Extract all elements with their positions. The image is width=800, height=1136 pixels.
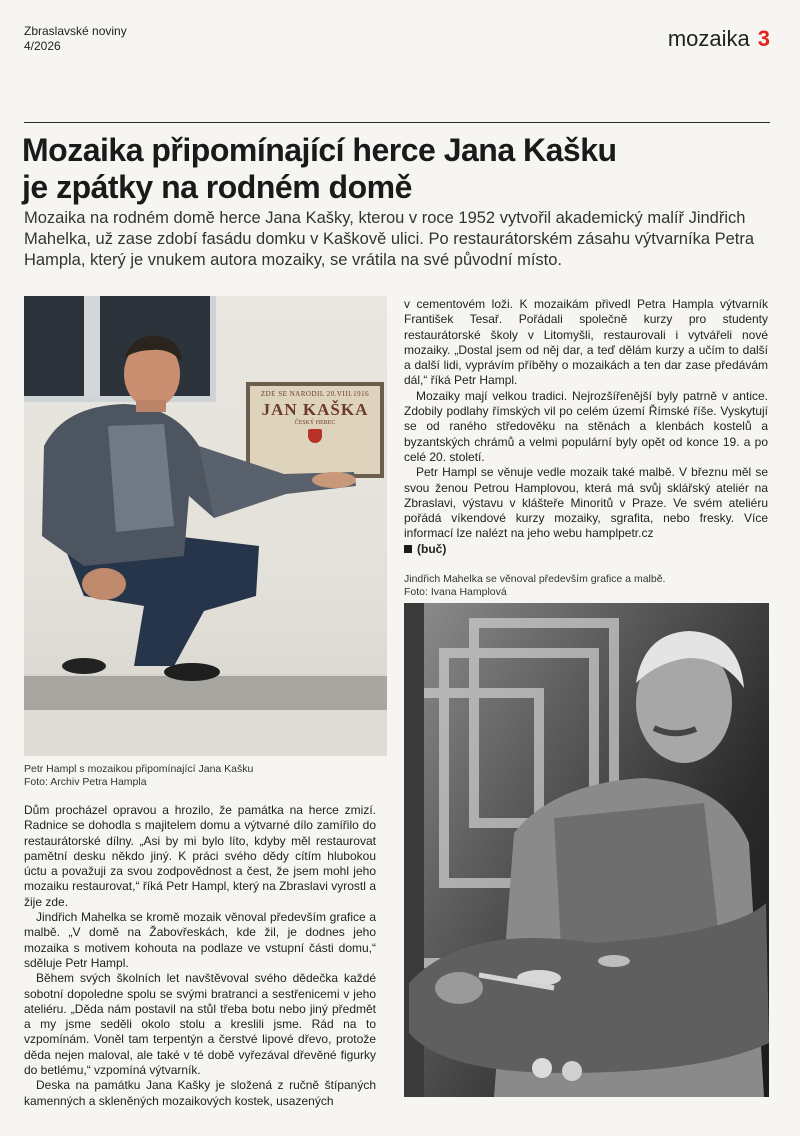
paragraph: Dům procházel opravou a hrozilo, že památka na herce zmizí. Radnice se dohodla s majitelem domu a výtvarné dílo zamířilo do restaurátorské dílny. „Asi by mi bylo líto, kdyby měl restaurovat pamětní desku někdo jiný. K práci svého dědy cítím hlubokou úctu a považuji za svou zodpovědnost a čest, že jsem mohl jeho mozaiku restaurovat,“ říká Petr Hampl, který na Zbraslavi vyrostl a žije zde. [24, 803, 376, 909]
photo1-credit: Foto: Archiv Petra Hampla [24, 776, 147, 788]
section-header [668, 26, 770, 52]
article-headline [22, 132, 722, 206]
photo2-credit: Foto: Ivana Hamplová [404, 586, 507, 598]
header-rule [24, 122, 770, 123]
photo2-caption: Jindřich Mahelka se věnoval především grafice a malbě. [404, 573, 666, 585]
photo-petr-hampl [24, 296, 387, 756]
page-number: 3 [757, 26, 770, 51]
plaque-name: JAN KAŠKA [261, 400, 369, 419]
photo1-caption: Petr Hampl s mozaikou připomínající Jana Kašku [24, 763, 254, 775]
article-lead: Mozaika na rodném domě herce Jana Kašky, kterou v roce 1952 vytvořil akademický malíř Jindřich Mahelka, už zase zdobí fasádu domku v Kaškově ulici. Po restaurátorském zásahu výtvarníka Petra Hampla, který je vnukem autora mozaiky, se vrátila na své původní místo. [24, 209, 755, 269]
paragraph: Během svých školních let navštěvoval svého dědečka každé sobotní dopoledne spolu se svými bratranci a sestřenicemi v jeho ateliéru. „Děda nám postavil na stůl třeba botu nebo jiný předmět a my jsme seděli okolo stolu a kreslili jsme. Rád na to vzpomínám. Voněl tam terpentýn a čerstvé lipové dřevo, protože děda nejen maloval, ale také v té době vyřezával dřevěné figurky do betlému,“ vzpomíná výtvarník. [24, 971, 376, 1078]
paragraph: Jindřich Mahelka se kromě mozaik věnoval především grafice a malbě. „V domě na Žabovřeskách, kde žil, je dodnes jeho mozaika s motivem kohouta na podlaze ve vstupní části domu,“ sděluje Petr Hampl. [24, 910, 376, 970]
masthead [24, 24, 127, 54]
photo1-caption-block [24, 763, 387, 789]
plaque-date: ZDE SE NARODIL 20.VIII.1916 [260, 390, 370, 398]
signature-text: (buč) [417, 541, 447, 556]
paragraph: Mozaiky mají velkou tradici. Nejrozšířenější byly patrně v antice. Zdobily podlahy římských vil po celém území Římské říše. Vyskytují se od raného středověku na stěnách a klenbách kostelů a byzantských chrámů a velmi populární byly opět od konce 19. a po celé 20. století. [404, 388, 768, 464]
photo-jindrich-mahelka [404, 603, 769, 1097]
plaque-role: ČESKÝ HEREC [294, 420, 336, 426]
body-column-right [404, 297, 768, 557]
end-square-icon [404, 545, 412, 553]
paragraph: Deska na památku Jana Kašky je složená z ručně štípaných kamenných a skleněných mozaikových kostek, usazených [24, 1078, 376, 1108]
photo2-caption-block [404, 573, 768, 599]
headline-line-1: Mozaika připomínající herce Jana Kašku [22, 132, 617, 168]
author-signature [404, 542, 768, 557]
artist-portrait [404, 603, 769, 1097]
section-title: mozaika [667, 26, 750, 51]
paragraph: v cementovém loži. K mozaikám přivedl Petra Hampla výtvarník František Tesař. Pořádali společně kurzy pro studenty restaurátorské školy v Litomyšli, restaurovali i vytvářeli nové mozaiky. „Dostal jsem od něj dar, a teď dělám kurzy a učím to další a další lidi, vyprávím příběhy o mozaikách a ten dar zase předávám dál,“ říká Petr Hampl. [404, 297, 768, 388]
man-figure [24, 296, 387, 756]
issue-number: 4/2026 [24, 39, 61, 53]
headline-line-2: je zpátky na rodném domě [22, 169, 412, 205]
paragraph: Petr Hampl se věnuje vedle mozaik také malbě. V březnu měl se svou ženou Petrou Hamplovou, která má svůj sklářský ateliér na Zbraslavi, výstavu v klášteře Minoritů v Praze. Ve svém ateliéru pořádá víkendové kurzy mozaiky, sgrafita, nebo fresky. Více informací lze nalézt na jeho webu hamplpetr.cz [404, 465, 768, 541]
body-column-left [24, 803, 376, 1109]
paper-name: Zbraslavské noviny [24, 24, 127, 38]
